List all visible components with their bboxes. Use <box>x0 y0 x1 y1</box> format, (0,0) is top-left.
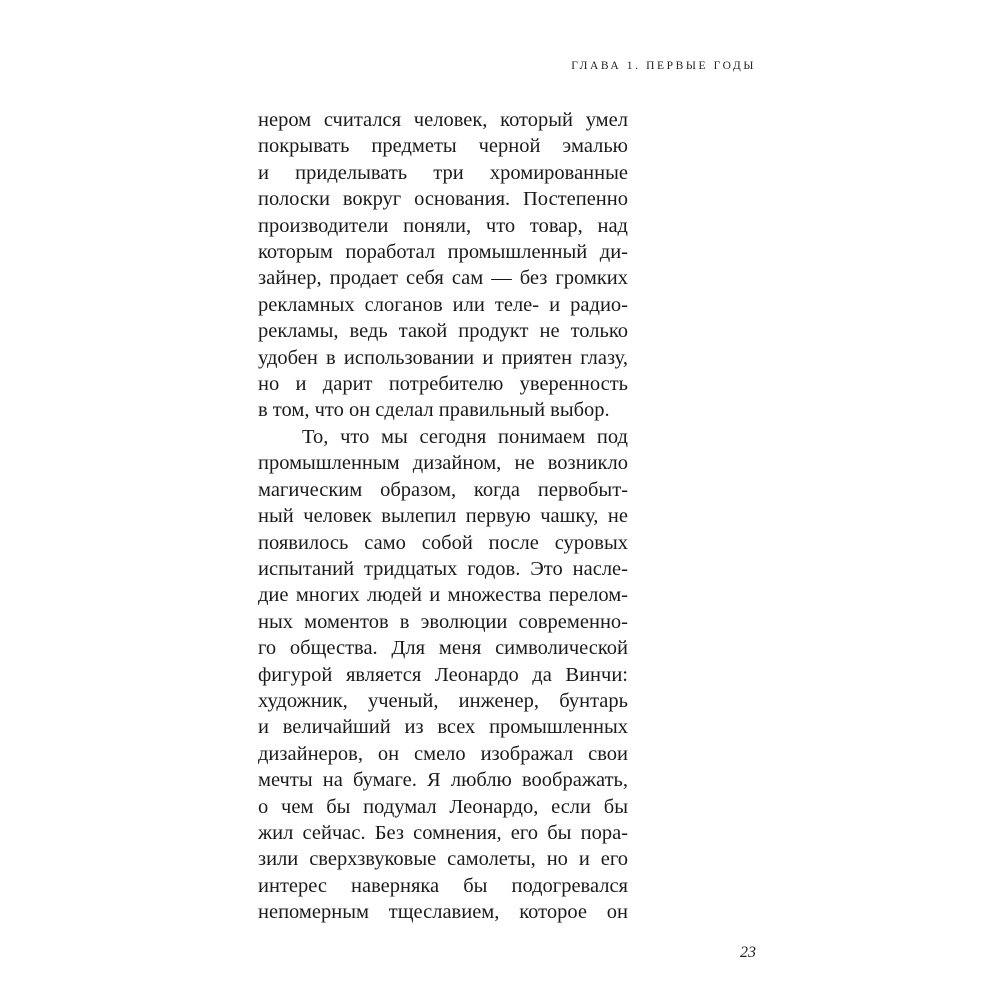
text-line: производители поняли, что товар, над <box>258 214 628 237</box>
text-line: мечты на бумаге. Я люблю воображать, <box>258 769 628 792</box>
text-line: покрывать предметы черной эмалью <box>258 135 628 158</box>
running-head: ГЛАВА 1. ПЕРВЫЕ ГОДЫ <box>571 60 756 72</box>
text-line: промышленным дизайном, не возникло <box>258 452 628 475</box>
text-line: интерес наверняка бы подогревался <box>258 874 628 897</box>
text-line: жил сейчас. Без сомнения, его бы пора- <box>258 821 628 844</box>
text-line: испытаний тридцатых годов. Это насле- <box>258 557 628 580</box>
text-line: рекламы, ведь такой продукт не только <box>258 320 628 343</box>
page-number: 23 <box>740 944 756 961</box>
text-line: и приделывать три хромированные <box>258 161 628 184</box>
text-line: непомерным тщеславием, которое он <box>258 901 628 924</box>
paragraph-2 <box>258 424 628 926</box>
text-line: и величайший из всех промышленных <box>258 716 628 739</box>
text-line: дизайнеров, он смело изображал свои <box>258 742 628 765</box>
text-line: о чем бы подумал Леонардо, если бы <box>258 795 628 818</box>
text-line: рекламных слоганов или теле- и радио- <box>258 293 628 316</box>
paragraph-1 <box>258 107 628 424</box>
text-line: в том, что он сделал правильный выбор. <box>258 399 610 422</box>
body-text <box>258 107 628 926</box>
text-line: полоски вокруг основания. Постепенно <box>258 188 628 211</box>
text-line: фигурой является Леонардо да Винчи: <box>258 663 628 686</box>
text-line: которым поработал промышленный ди- <box>258 241 628 264</box>
text-line: появилось само собой после суровых <box>258 531 628 554</box>
text-line: ных моментов в эволюции современно- <box>258 610 628 633</box>
text-line: ный человек вылепил первую чашку, не <box>258 505 628 528</box>
text-line: магическим образом, когда первобыт- <box>258 478 628 501</box>
text-line: дие многих людей и множества перелом- <box>258 584 628 607</box>
text-line: художник, ученый, инженер, бунтарь <box>258 689 628 712</box>
text-line: То, что мы сегодня понимаем под <box>302 425 628 448</box>
text-line: нером считался человек, который умел <box>258 109 628 131</box>
text-line: го общества. Для меня символической <box>258 637 628 660</box>
text-line: удобен в использовании и приятен глазу, <box>258 346 628 369</box>
text-line: зайнер, продает себя сам — без громких <box>258 267 628 290</box>
text-line: зили сверхзвуковые самолеты, но и его <box>258 848 628 871</box>
text-line: но и дарит потребителю уверенность <box>258 373 628 396</box>
